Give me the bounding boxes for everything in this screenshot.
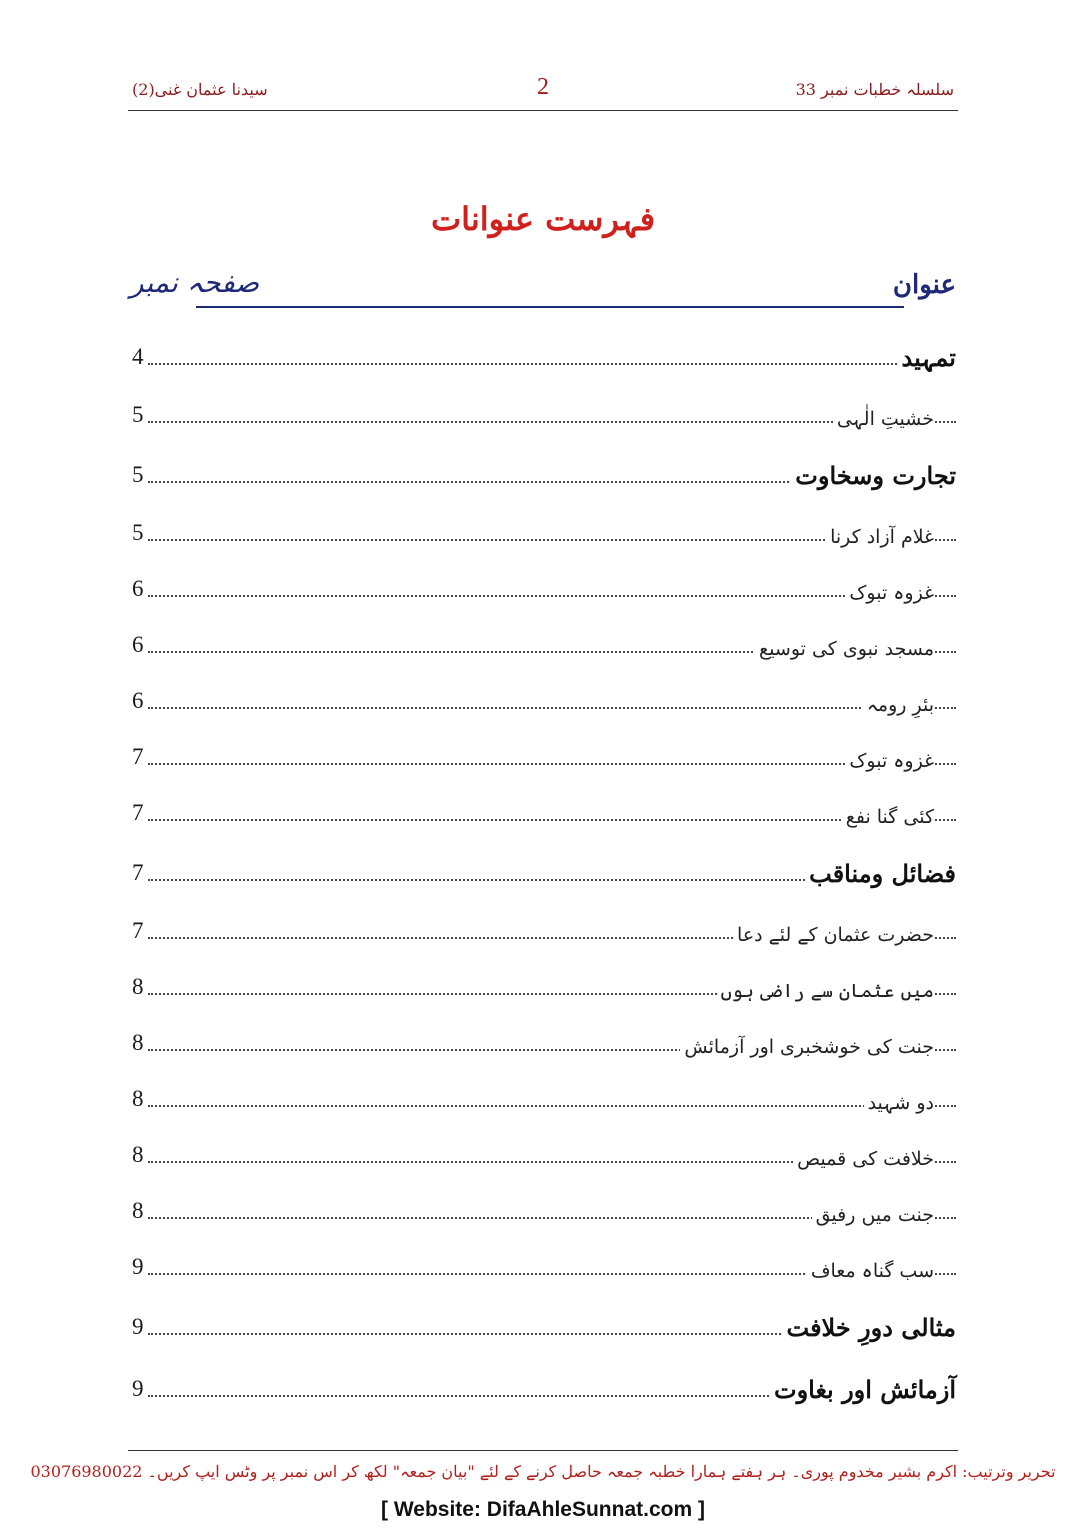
toc-entry[interactable] — [130, 734, 956, 774]
toc-entry-title: خشیتِ الٰہی — [833, 408, 934, 430]
toc-entry-title: مسجد نبوی کی توسیع — [755, 638, 934, 660]
toc-entry[interactable] — [130, 566, 956, 606]
toc-entry[interactable] — [130, 1020, 956, 1060]
toc-entry[interactable] — [130, 1244, 956, 1284]
toc-page-number: 7 — [132, 860, 144, 885]
website-link[interactable]: [ Website: DifaAhleSunnat.com ] — [381, 1498, 705, 1521]
dot-leader — [148, 1105, 956, 1107]
dot-leader — [148, 819, 956, 821]
toc-entry-title: دو شہید — [864, 1092, 934, 1114]
toc-page-number: 9 — [132, 1254, 144, 1279]
page-number: 2 — [537, 74, 549, 100]
toc-entry[interactable] — [130, 850, 956, 890]
toc-entry[interactable] — [130, 1132, 956, 1172]
toc-entry-title: آزمائش اور بغاوت — [770, 1375, 956, 1404]
toc-entry[interactable] — [130, 622, 956, 662]
toc-entry-title: غزوہ تبوک — [845, 750, 934, 772]
toc-page-number: 5 — [132, 462, 144, 487]
page-column-label: صفحہ نمبر — [130, 266, 260, 299]
toc-page-number: 8 — [132, 1142, 144, 1167]
toc-page-number: 9 — [132, 1376, 144, 1401]
toc-entry-title: بئرِ رومہ — [863, 694, 934, 716]
toc-entry[interactable] — [130, 790, 956, 830]
toc-entry-title: فضائل ومناقب — [805, 859, 956, 888]
toc-entry[interactable] — [130, 678, 956, 718]
toc-entry-title: غلام آزاد کرنا — [826, 526, 934, 548]
toc-page-number: 8 — [132, 974, 144, 999]
toc-entry-title: جنت میں رفیق — [812, 1204, 934, 1226]
toc-page-number: 8 — [132, 1198, 144, 1223]
toc-entry[interactable] — [130, 334, 956, 374]
column-headers — [130, 262, 956, 312]
toc-entry-title: سب گناہ معاف — [807, 1260, 934, 1282]
toc-page-number: 9 — [132, 1314, 144, 1339]
toc-entry[interactable] — [130, 510, 956, 550]
dot-leader — [148, 595, 956, 597]
header-topic: سیدنا عثمان غنی(2) — [132, 80, 268, 99]
toc-page-number: 7 — [132, 744, 144, 769]
toc-entry[interactable] — [130, 1076, 956, 1116]
toc-entry-title: جنت کی خوشخبری اور آزمائش — [680, 1036, 934, 1058]
toc-page-number: 5 — [132, 520, 144, 545]
toc-entry[interactable] — [130, 452, 956, 492]
series-title: سلسلہ خطبات نمبر 33 — [795, 80, 954, 99]
toc-entry[interactable] — [130, 1188, 956, 1228]
toc-page-number: 5 — [132, 402, 144, 427]
toc-page-number: 7 — [132, 918, 144, 943]
toc-page-number: 8 — [132, 1086, 144, 1111]
toc-page-number: 6 — [132, 576, 144, 601]
toc-entry-title: حضرت عثمان کے لئے دعا — [733, 924, 934, 946]
footer-credit: تحریر وترتیب: اکرم بشیر مخدوم پوری۔ ہر ہفتے ہمارا خطبہ جمعہ حاصل کرنے کے لئے "بیان جمعہ" لکھ کر اس نمبر پر وٹس ایپ کریں۔ 03076980022 — [30, 1462, 1056, 1481]
toc-entry[interactable] — [130, 392, 956, 432]
toc-entry-title: میں عثمان سے راضی ہوں — [717, 980, 934, 1002]
toc-entry[interactable] — [130, 1366, 956, 1406]
topic-column-label: عنوان — [892, 270, 956, 300]
dot-leader — [148, 707, 956, 709]
toc-page-number: 7 — [132, 800, 144, 825]
toc-page-number: 6 — [132, 688, 144, 713]
toc-entry[interactable] — [130, 964, 956, 1004]
toc-page-number: 6 — [132, 632, 144, 657]
toc-page-number: 8 — [132, 1030, 144, 1055]
toc-entry[interactable] — [130, 908, 956, 948]
toc-entry-title: خلافت کی قمیص — [793, 1148, 934, 1170]
toc-entry-title: تجارت وسخاوت — [791, 461, 956, 490]
toc-entry-title: تمہید — [898, 343, 956, 372]
header-rule — [196, 306, 904, 308]
footer-rule — [128, 1450, 958, 1451]
toc-title: فہرست عنوانات — [430, 200, 656, 238]
toc-page-number: 4 — [132, 344, 144, 369]
toc-entry[interactable] — [130, 1304, 956, 1344]
page-header — [128, 72, 958, 111]
toc-entry-title: غزوہ تبوک — [845, 582, 934, 604]
dot-leader — [148, 763, 956, 765]
toc-entry-title: مثالی دورِ خلافت — [783, 1313, 957, 1342]
toc-entry-title: کئی گنا نفع — [842, 806, 934, 828]
dot-leader — [148, 363, 956, 365]
